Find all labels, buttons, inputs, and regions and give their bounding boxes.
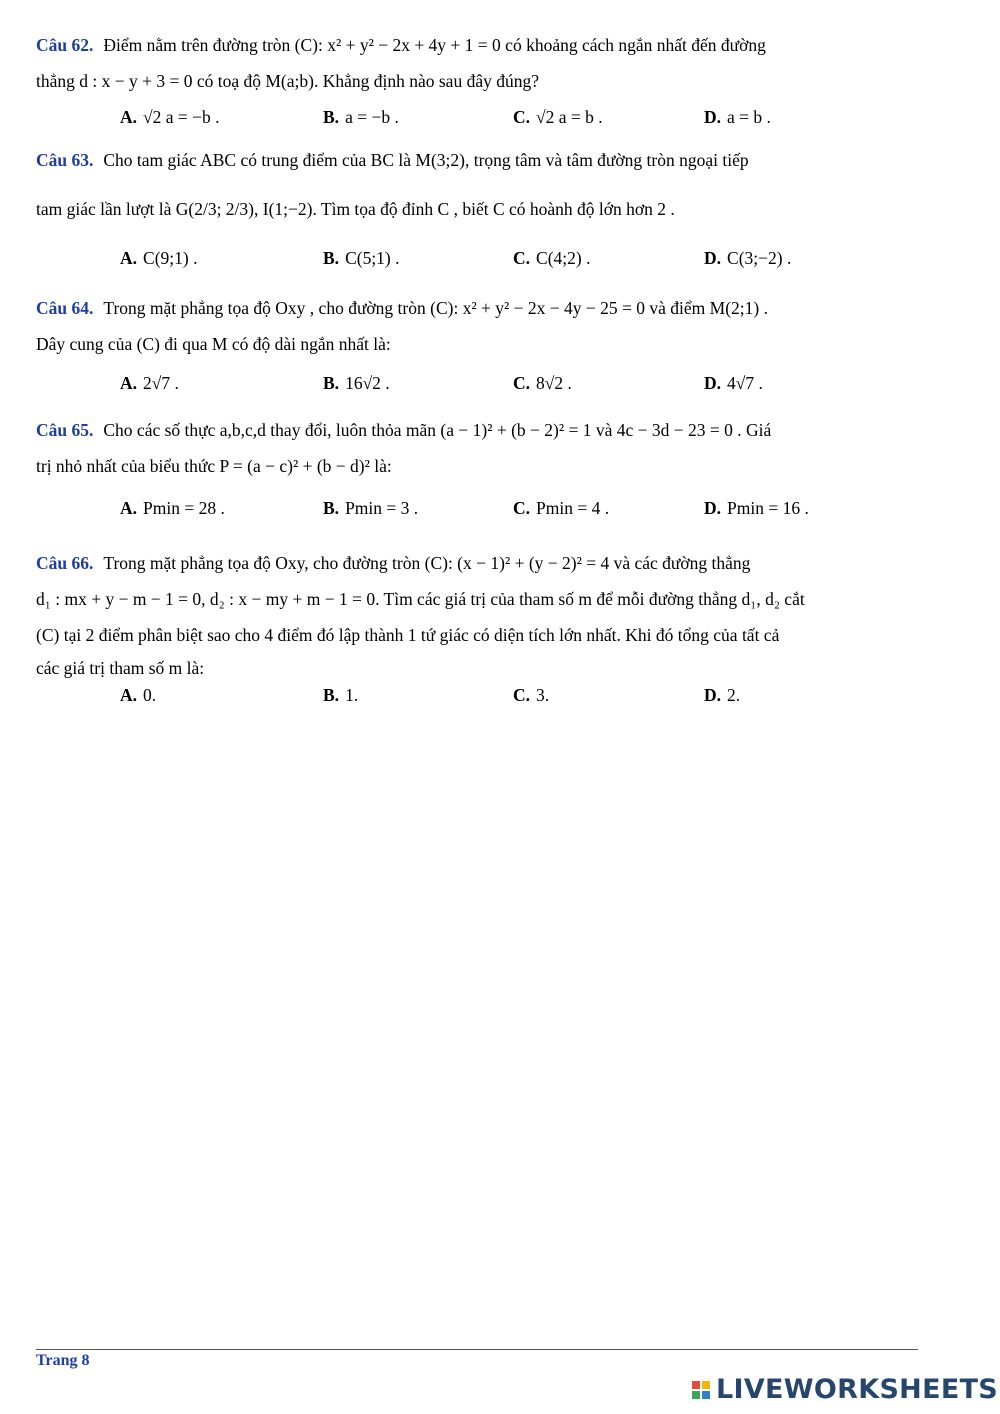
- question-63-line-1: Câu 63. Cho tam giác ABC có trung điểm của BC là M(3;2), trọng tâm và tâm đường tròn ngoại tiếp: [36, 150, 749, 170]
- option-a[interactable]: A. √2 a = −b .: [120, 107, 220, 127]
- question-64: [36, 290, 902, 393]
- option-c[interactable]: C. 3.: [513, 685, 550, 705]
- option-c[interactable]: C. C(4;2) .: [513, 248, 591, 268]
- logo-square-green: [692, 1391, 700, 1399]
- option-b[interactable]: B. 16√2 .: [323, 373, 390, 393]
- question-64-line-1: Câu 64. Trong mặt phẳng tọa độ Oxy , cho đường tròn (C): x² + y² − 2x − 4y − 25 = 0 và điểm M(2;1) .: [36, 298, 768, 318]
- option-d[interactable]: D. 4√7 .: [704, 373, 763, 393]
- question-66-line-4: các giá trị tham số m là:: [36, 658, 205, 678]
- page-number: Trang 8: [36, 1352, 90, 1369]
- question-65-line-2: trị nhỏ nhất của biểu thức P = (a − c)² + (b − d)² là:: [36, 456, 392, 476]
- question-number: Câu 65.: [36, 420, 94, 440]
- question-62-options: [36, 99, 902, 135]
- question-62-line-1: Câu 62. Điểm nằm trên đường tròn (C): x² + y² − 2x + 4y + 1 = 0 có khoảng cách ngắn nhất đến đường: [36, 35, 766, 55]
- question-65: [36, 412, 902, 518]
- option-b[interactable]: B. 1.: [323, 685, 359, 705]
- question-number: Câu 64.: [36, 298, 94, 318]
- option-c[interactable]: C. Pmin = 4 .: [513, 498, 610, 518]
- question-65-options: [36, 490, 902, 526]
- logo-square-red: [692, 1381, 700, 1389]
- question-number: Câu 66.: [36, 553, 94, 573]
- logo-square-yellow: [702, 1381, 710, 1389]
- question-number: Câu 63.: [36, 150, 94, 170]
- question-66-options: [36, 677, 902, 713]
- question-66: [36, 545, 902, 705]
- question-64-line-2: Dây cung của (C) đi qua M có độ dài ngắn nhất là:: [36, 334, 391, 354]
- option-b[interactable]: B. Pmin = 3 .: [323, 498, 419, 518]
- liveworksheets-logo-text: LIVEWORKSHEETS: [716, 1374, 999, 1405]
- option-a[interactable]: A. 2√7 .: [120, 373, 179, 393]
- option-b[interactable]: B. C(5;1) .: [323, 248, 400, 268]
- liveworksheets-logo-icon: [692, 1381, 710, 1399]
- question-66-line-3: (C) tại 2 điểm phân biệt sao cho 4 điểm đó lập thành 1 tứ giác có diện tích lớn nhất. Khi đó tổng của tất cả: [36, 625, 780, 645]
- logo-square-blue: [702, 1391, 710, 1399]
- option-a[interactable]: A. C(9;1) .: [120, 248, 198, 268]
- question-62: [36, 27, 902, 127]
- question-number: Câu 62.: [36, 35, 94, 55]
- option-c[interactable]: C. √2 a = b .: [513, 107, 603, 127]
- question-66-line-2: d₁ : mx + y − m − 1 = 0, d₂ : x − my + m − 1 = 0. Tìm các giá trị của tham số m để mỗi đường thẳng d₁, d₂ cắt: [36, 589, 805, 609]
- option-d[interactable]: D. a = b .: [704, 107, 771, 127]
- question-63-line-2: tam giác lần lượt là G(2/3; 2/3), I(1;−2). Tìm tọa độ đỉnh C , biết C có hoành độ lớn hơn 2 .: [36, 199, 675, 219]
- option-c[interactable]: C. 8√2 .: [513, 373, 572, 393]
- liveworksheets-logo[interactable]: [692, 1374, 998, 1405]
- option-a[interactable]: A. 0.: [120, 685, 157, 705]
- option-a[interactable]: A. Pmin = 28 .: [120, 498, 225, 518]
- option-d[interactable]: D. C(3;−2) .: [704, 248, 792, 268]
- question-62-line-2: thẳng d : x − y + 3 = 0 có toạ độ M(a;b). Khẳng định nào sau đây đúng?: [36, 71, 539, 91]
- question-64-options: [36, 365, 902, 401]
- option-d[interactable]: D. Pmin = 16 .: [704, 498, 809, 518]
- question-63: [36, 142, 902, 268]
- question-63-options: [36, 240, 902, 276]
- question-65-line-1: Câu 65. Cho các số thực a,b,c,d thay đổi, luôn thỏa mãn (a − 1)² + (b − 2)² = 1 và 4c − 3d − 23 = 0 . Giá: [36, 420, 772, 440]
- option-b[interactable]: B. a = −b .: [323, 107, 399, 127]
- footer-divider: [36, 1349, 918, 1350]
- question-66-line-1: Câu 66. Trong mặt phẳng tọa độ Oxy, cho đường tròn (C): (x − 1)² + (y − 2)² = 4 và các đường thẳng: [36, 553, 751, 573]
- option-d[interactable]: D. 2.: [704, 685, 741, 705]
